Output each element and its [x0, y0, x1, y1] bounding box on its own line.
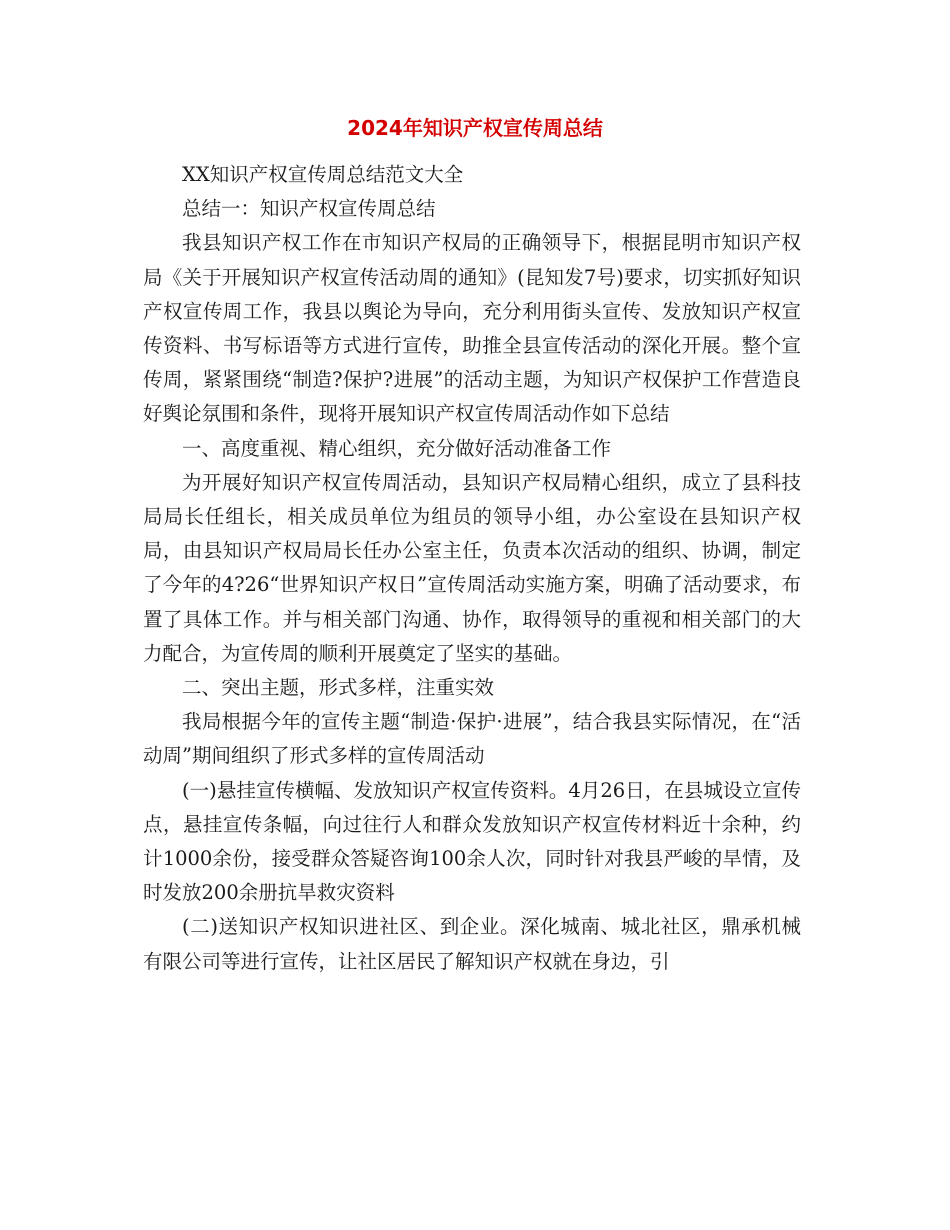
paragraph-section-heading: 总结一：知识产权宣传周总结 [182, 197, 436, 221]
document-body [143, 158, 801, 979]
paragraph-body: (二)送知识产权知识进社区、到企业。深化城南、城北社区，鼎承机械有限公司等进行宣传，让社区居民了解知识产权就在身边，引 [143, 915, 801, 973]
paragraph-heading-1: 一、高度重视、精心组织，充分做好活动准备工作 [182, 436, 612, 460]
document-title: 2024年知识产权宣传周总结 [347, 116, 603, 140]
paragraph-intro: 我县知识产权工作在市知识产权局的正确领导下，根据昆明市知识产权局《关于开展知识产权宣传活动周的通知》(昆知发7号)要求，切实抓好知识产权宣传周工作，我县以舆论为导向，充分利用街头宣传、发放知识产权宣传资料、书写标语等方式进行宣传，助推全县宣传活动的深化开展。整个宣传周，紧紧围绕“制造?保护?进展”的活动主题，为知识产权保护工作营造良好舆论氛围和条件，现将开展知识产权宣传周活动作如下总结 [143, 231, 801, 426]
paragraph-body: 我局根据今年的宣传主题“制造·保护·进展”，结合我县实际情况，在“活动周”期间组织了形式多样的宣传周活动 [143, 710, 801, 768]
paragraph-body: 为开展好知识产权宣传周活动，县知识产权局精心组织，成立了县科技局局长任组长，相关成员单位为组员的领导小组，办公室设在县知识产权局，由县知识产权局局长任办公室主任，负责本次活动的组织、协调，制定了今年的4?26“世界知识产权日”宣传周活动实施方案，明确了活动要求，布置了具体工作。并与相关部门沟通、协作，取得领导的重视和相关部门的大力配合，为宣传周的顺利开展奠定了坚实的基础。 [143, 470, 801, 665]
paragraph-subtitle: XX知识产权宣传周总结范文大全 [182, 163, 464, 186]
paragraph-body: (一)悬挂宣传横幅、发放知识产权宣传资料。4月26日，在县城设立宣传点，悬挂宣传条幅，向过往行人和群众发放知识产权宣传材料近十余种，约计1000余份，接受群众答疑咨询100余人次，同时针对我县严峻的旱情，及时发放200余册抗旱救灾资料 [143, 778, 801, 905]
paragraph-heading-2: 二、突出主题，形式多样，注重实效 [182, 676, 495, 700]
